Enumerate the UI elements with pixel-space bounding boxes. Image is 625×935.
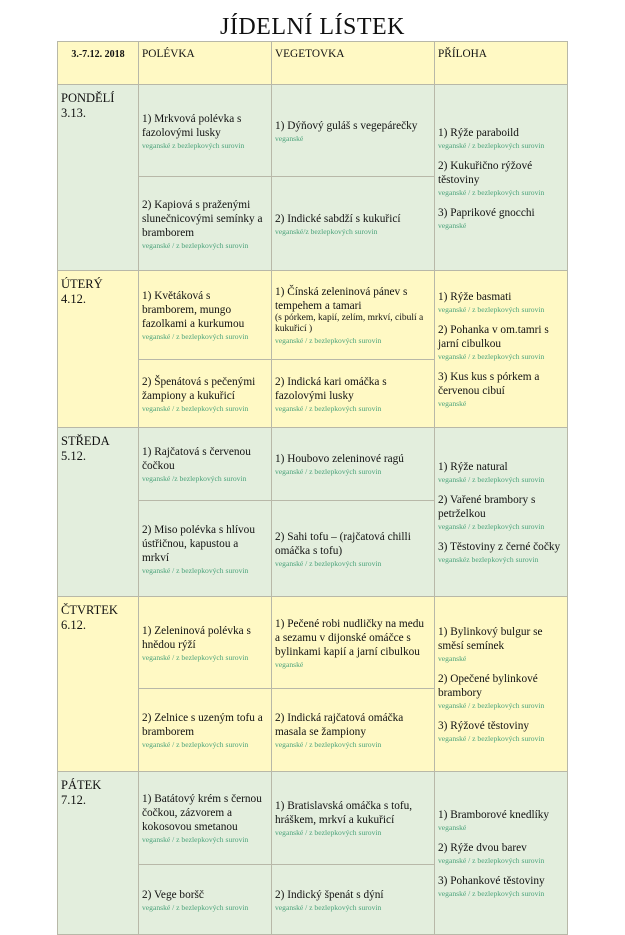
dish-name: 1) Čínská zeleninová pánev s tempehem a tamari bbox=[275, 286, 408, 312]
soup-2 bbox=[139, 360, 272, 428]
diet-tag: veganské / z bezlepkových surovin bbox=[438, 889, 545, 898]
diet-tag: veganské / z bezlepkových surovin bbox=[438, 187, 545, 197]
diet-tag: veganské bbox=[275, 659, 304, 669]
side-dish bbox=[438, 126, 564, 151]
day-name: PONDĚLÍ bbox=[61, 91, 115, 105]
dish-name: 1) Bramborové knedlíky bbox=[438, 809, 550, 821]
dish-name: 2) Opečené bylinkové brambory bbox=[438, 673, 538, 699]
page-title: JÍDELNÍ LÍSTEK bbox=[220, 14, 405, 40]
soup-2 bbox=[139, 177, 272, 271]
side-dish bbox=[438, 540, 564, 565]
day-row bbox=[58, 85, 568, 177]
side-dish bbox=[438, 370, 564, 409]
day-row bbox=[58, 428, 568, 501]
dish-name: 1) Rýže paraboild bbox=[438, 126, 519, 139]
veg-2 bbox=[272, 177, 435, 271]
column-header-veg: VEGETOVKA bbox=[272, 42, 435, 85]
dish-name: 2) Vege boršč bbox=[142, 888, 204, 901]
dish-name: 3) Těstoviny z černé čočky bbox=[438, 541, 561, 553]
dish-name: 1) Bylinkový bulgur se směsí semínek bbox=[438, 626, 543, 652]
dish-name: 2) Miso polévka s hlívou ústřičnou, kapustou a mrkví bbox=[142, 523, 255, 564]
soup-1 bbox=[139, 772, 272, 865]
diet-tag: veganské bbox=[438, 823, 467, 832]
soup-1 bbox=[139, 85, 272, 177]
dish-name: 2) Indické sabdží s kukuřicí bbox=[275, 212, 401, 225]
side-dishes bbox=[435, 271, 568, 428]
day-date: 5.12. bbox=[61, 449, 86, 463]
side-dishes bbox=[435, 428, 568, 597]
diet-tag: veganské / z bezlepkových surovin bbox=[142, 835, 249, 844]
veg-1 bbox=[272, 597, 435, 689]
soup-1 bbox=[139, 597, 272, 689]
dish-name: 2) Indický špenát s dýní bbox=[275, 888, 384, 901]
dish-name: 2) Kapiová s praženými slunečnicovými semínky a bramborem bbox=[142, 198, 263, 239]
dish-name: 2) Rýže dvou barev bbox=[438, 842, 527, 854]
diet-tag: veganské / z bezlepkových surovin bbox=[438, 734, 545, 743]
diet-tag: veganské / z bezlepkových surovin bbox=[142, 565, 249, 575]
soup-1 bbox=[139, 271, 272, 360]
diet-tag: veganské / z bezlepkových surovin bbox=[438, 352, 545, 361]
dish-name: 1) Bratislavská omáčka s tofu, hráškem, mrkví a kukuřicí bbox=[275, 800, 413, 826]
dish-name: 3) Rýžové těstoviny bbox=[438, 720, 529, 732]
diet-tag: veganské/z bezlepkových surovin bbox=[275, 226, 378, 236]
diet-tag: veganskéz bezlepkových surovin bbox=[438, 555, 539, 564]
day-row bbox=[58, 772, 568, 865]
week-range: 3.-7.12. 2018 bbox=[58, 42, 139, 85]
side-dish bbox=[438, 460, 564, 485]
diet-tag: veganské / z bezlepkových surovin bbox=[275, 403, 382, 413]
day-name: STŘEDA bbox=[61, 434, 110, 448]
diet-tag: veganské / z bezlepkových surovin bbox=[142, 240, 249, 250]
veg-1 bbox=[272, 271, 435, 360]
diet-tag: veganské / z bezlepkových surovin bbox=[275, 467, 382, 476]
dish-name: 2) Kukuřično rýžové těstoviny bbox=[438, 159, 533, 186]
diet-tag: veganské bbox=[438, 654, 467, 663]
dish-name: 1) Květáková s bramborem, mungo fazolkami a kurkumou bbox=[142, 290, 245, 330]
dish-name: 2) Indická kari omáčka s fazolovými lusky bbox=[275, 375, 387, 402]
veg-1 bbox=[272, 85, 435, 177]
veg-2 bbox=[272, 360, 435, 428]
soup-2 bbox=[139, 865, 272, 935]
dish-name: 1) Pečené robi nudličky na medu a sezamu v dijonské omáčce s bylinkami kapií a jarní cibulkou bbox=[275, 617, 425, 658]
veg-1 bbox=[272, 428, 435, 501]
diet-tag: veganské / z bezlepkových surovin bbox=[142, 332, 249, 341]
dish-name: 1) Rajčatová s červenou čočkou bbox=[142, 446, 251, 472]
side-dishes bbox=[435, 85, 568, 271]
side-dish bbox=[438, 159, 564, 198]
diet-tag: veganské / z bezlepkových surovin bbox=[438, 305, 545, 314]
dish-name: 1) Rýže basmati bbox=[438, 291, 512, 303]
side-dish bbox=[438, 672, 564, 711]
day-row bbox=[58, 597, 568, 689]
day-date: 6.12. bbox=[61, 618, 86, 632]
day-row bbox=[58, 271, 568, 360]
diet-tag: veganské / z bezlepkových surovin bbox=[275, 902, 382, 912]
side-dish bbox=[438, 493, 564, 532]
day-date: 7.12. bbox=[61, 793, 86, 807]
diet-tag: veganské / z bezlepkových surovin bbox=[275, 558, 382, 568]
dish-name: 2) Sahi tofu – (rajčatová chilli omáčka s tofu) bbox=[275, 530, 411, 557]
diet-tag: veganské / z bezlepkových surovin bbox=[142, 902, 249, 912]
diet-tag: veganské / z bezlepkových surovin bbox=[142, 403, 249, 413]
side-dish bbox=[438, 874, 564, 899]
dish-name: 2) Vařené brambory s petrželkou bbox=[438, 494, 536, 520]
diet-tag: veganské bbox=[275, 133, 304, 143]
soup-2 bbox=[139, 689, 272, 772]
dish-name: 2) Zelnice s uzeným tofu a bramborem bbox=[142, 712, 263, 738]
dish-name: 3) Kus kus s pórkem a červenou cibuí bbox=[438, 371, 540, 397]
dish-name: 1) Houbovo zeleninové ragú bbox=[275, 453, 404, 465]
column-header-soup: POLÉVKA bbox=[139, 42, 272, 85]
veg-2 bbox=[272, 501, 435, 597]
diet-tag: veganské / z bezlepkových surovin bbox=[142, 740, 249, 749]
dish-name: 1) Dýňový guláš s vegepárečky bbox=[275, 119, 418, 132]
veg-2 bbox=[272, 865, 435, 935]
dish-name: 2) Špenátová s pečenými žampiony a kukuřicí bbox=[142, 375, 256, 402]
dish-name: 1) Rýže natural bbox=[438, 461, 508, 473]
dish-name: 3) Pohankové těstoviny bbox=[438, 875, 545, 887]
side-dishes bbox=[435, 597, 568, 772]
dish-name: 2) Pohanka v om.tamri s jarní cibulkou bbox=[438, 324, 549, 350]
diet-tag: veganské / z bezlepkových surovin bbox=[142, 652, 249, 662]
veg-2 bbox=[272, 689, 435, 772]
veg-1 bbox=[272, 772, 435, 865]
side-dish bbox=[438, 808, 564, 833]
diet-tag: veganské /z bezlepkových surovin bbox=[142, 474, 247, 483]
menu-table bbox=[57, 41, 568, 935]
day-date: 3.13. bbox=[61, 106, 86, 120]
dish-name: 1) Mrkvová polévka s fazolovými lusky bbox=[142, 112, 242, 139]
diet-tag: veganské / z bezlepkových surovin bbox=[438, 856, 545, 865]
diet-tag: veganské bbox=[438, 399, 467, 408]
diet-tag: veganské z bezlepkových surovin bbox=[142, 140, 245, 150]
soup-1 bbox=[139, 428, 272, 501]
soup-2 bbox=[139, 501, 272, 597]
side-dish bbox=[438, 290, 564, 315]
side-dish bbox=[438, 625, 564, 664]
dish-name: 1) Zeleninová polévka s hnědou rýží bbox=[142, 624, 251, 651]
side-dish bbox=[438, 206, 564, 231]
day-cell bbox=[58, 271, 139, 428]
day-date: 4.12. bbox=[61, 292, 86, 306]
day-name: ČTVRTEK bbox=[61, 603, 118, 617]
diet-tag: veganské / z bezlepkových surovin bbox=[275, 336, 382, 345]
side-dishes bbox=[435, 772, 568, 935]
dish-name: 2) Indická rajčatová omáčka masala se žampiony bbox=[275, 712, 404, 738]
dish-note: (s pórkem, kapií, zelím, mrkví, cibulí a kukuřicí ) bbox=[275, 313, 424, 334]
diet-tag: veganské / z bezlepkových surovin bbox=[438, 475, 545, 484]
day-cell bbox=[58, 772, 139, 935]
day-cell bbox=[58, 597, 139, 772]
diet-tag: veganské bbox=[438, 220, 467, 230]
diet-tag: veganské / z bezlepkových surovin bbox=[275, 740, 382, 749]
column-header-side: PŘÍLOHA bbox=[435, 42, 568, 85]
diet-tag: veganské / z bezlepkových surovin bbox=[275, 828, 382, 837]
side-dish bbox=[438, 719, 564, 744]
diet-tag: veganské / z bezlepkových surovin bbox=[438, 140, 545, 150]
day-cell bbox=[58, 85, 139, 271]
side-dish bbox=[438, 841, 564, 866]
diet-tag: veganské / z bezlepkových surovin bbox=[438, 701, 545, 710]
header-row bbox=[58, 42, 568, 85]
day-cell bbox=[58, 428, 139, 597]
day-name: ÚTERÝ bbox=[61, 277, 103, 291]
day-name: PÁTEK bbox=[61, 778, 102, 792]
dish-name: 3) Paprikové gnocchi bbox=[438, 206, 535, 219]
side-dish bbox=[438, 323, 564, 362]
dish-name: 1) Batátový krém s černou čočkou, zázvorem a kokosovou smetanou bbox=[142, 793, 262, 833]
diet-tag: veganské / z bezlepkových surovin bbox=[438, 522, 545, 531]
